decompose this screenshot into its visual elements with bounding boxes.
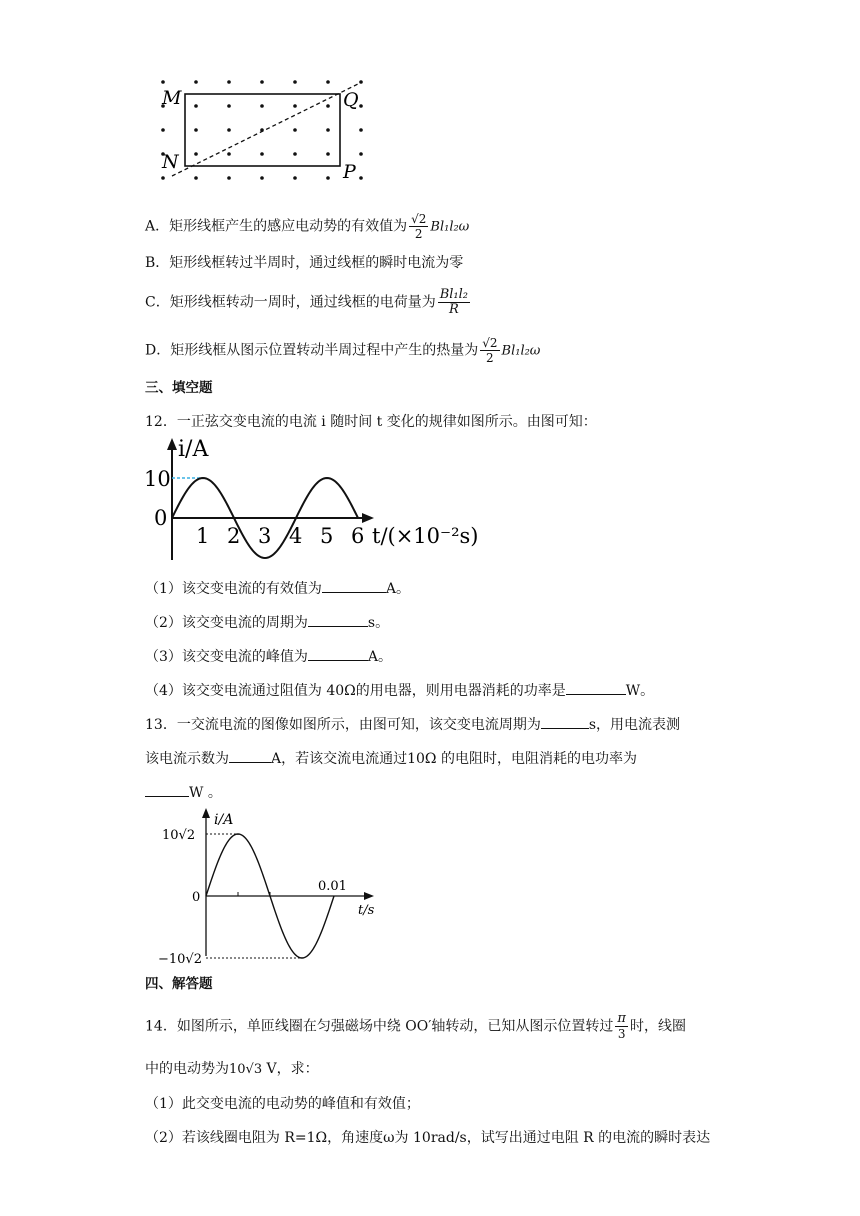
q14-line-1: [145, 1012, 686, 1041]
q13-text-2: s，用电流表测: [588, 717, 681, 733]
q14-text-3: 中的电动势为: [145, 1061, 229, 1077]
q12-item-4: [145, 680, 654, 701]
option-d-num: √2: [482, 336, 498, 350]
label-m: M: [162, 87, 182, 109]
field-dot: [326, 176, 330, 180]
x-tick-label: 5: [320, 524, 334, 548]
y-axis-label: i/A: [178, 437, 209, 462]
figure-rectangle-field: [150, 70, 380, 185]
q13-text-4: A，若该交流电流通过10Ω 的电阻时，电阻消耗的电功率为: [271, 751, 637, 767]
q12-item-2-text: （2）该交变电流的周期为: [145, 615, 308, 631]
q12-stem: 12．一正弦交变电流的电流 i 随时间 t 变化的规律如图所示。由图可知：: [145, 414, 597, 430]
q12-item-4-text: （4）该交变电流通过阻值为 40Ω的用电器，则用电器消耗的功率是: [145, 683, 566, 699]
q13-line-2: [145, 748, 637, 769]
q13-text-1: 13．一交流电流的图像如图所示，由图可知，该交变电流周期为: [145, 717, 541, 733]
y-axis-arrow: [167, 438, 177, 450]
x-axis-arrow: [364, 892, 374, 900]
field-dot: [194, 176, 198, 180]
label-q: Q: [343, 89, 359, 111]
option-d-expr: Bl₁l₂ω: [501, 343, 541, 359]
x-tick-label: 3: [258, 524, 272, 548]
field-dot: [260, 80, 264, 84]
field-dot: [260, 152, 264, 156]
x-tick-label: 0.01: [318, 879, 347, 894]
option-a-fraction: [409, 212, 428, 241]
field-dot: [161, 176, 165, 180]
field-dot: [293, 176, 297, 180]
field-dot: [359, 152, 363, 156]
field-dot: [326, 152, 330, 156]
option-a-num: √2: [411, 212, 427, 226]
option-d-den: 2: [486, 351, 494, 365]
field-dot: [227, 152, 231, 156]
field-dots: [161, 80, 363, 180]
field-dot: [194, 128, 198, 132]
q12-item-2: [145, 612, 389, 633]
q12-item-1-unit: A。: [385, 581, 411, 597]
field-dot: [293, 152, 297, 156]
q14-text-4: V，求：: [262, 1061, 319, 1077]
q13-text-5: W 。: [189, 785, 222, 801]
option-c-fraction: [438, 288, 470, 317]
option-c-text: C．矩形线框转动一周时，通过线框的电荷量为: [145, 294, 436, 311]
field-dot: [227, 104, 231, 108]
x-axis-arrow: [362, 513, 374, 523]
field-dot: [359, 128, 363, 132]
x-tick-label: 6: [351, 524, 365, 548]
y-axis-arrow: [202, 808, 210, 818]
section-fill-in: 三、填空题: [145, 380, 213, 396]
y-tick-label: 10: [144, 467, 171, 491]
field-dot: [227, 176, 231, 180]
q14-frac-num: π: [617, 1011, 626, 1026]
q12-item-3-text: （3）该交变电流的峰值为: [145, 649, 308, 665]
option-b-text: B．矩形线框转过半周时，通过线框的瞬时电流为零: [145, 255, 464, 271]
field-dot: [293, 104, 297, 108]
chart1-group: [144, 437, 479, 560]
q12-item-1-text: （1）该交变电流的有效值为: [145, 581, 322, 597]
q12-item-4-unit: W。: [625, 683, 655, 699]
diagonal-axis: [172, 82, 362, 176]
option-b: [145, 253, 463, 273]
option-a: [145, 212, 469, 241]
y-min-label: −10√2: [158, 952, 202, 967]
field-dot: [359, 104, 363, 108]
y-max-label: 10√2: [162, 828, 196, 843]
field-dot: [227, 128, 231, 132]
q12-blank-4[interactable]: [566, 680, 626, 695]
chart-sine-current: [140, 436, 479, 568]
q14-frac-den: 3: [617, 1027, 626, 1041]
q12-blank-2[interactable]: [308, 612, 368, 627]
option-d-fraction: [480, 336, 499, 365]
q13-blank-reading[interactable]: [229, 748, 271, 763]
origin-label: 0: [154, 506, 168, 530]
field-dot: [194, 80, 198, 84]
q14-sub-2: （2）若该线圈电阻为 R=1Ω，角速度ω为 10rad/s，试写出通过电阻 R 的电流的瞬时表达: [145, 1130, 711, 1146]
q14-text-2: 时，线圈: [629, 1018, 686, 1035]
option-d-text: D．矩形线框从图示位置转动半周过程中产生的热量为: [145, 342, 479, 359]
q12-blank-3[interactable]: [308, 646, 368, 661]
x-tick-label: 1: [196, 524, 210, 548]
field-dot: [194, 104, 198, 108]
section-answer: 四、解答题: [145, 976, 213, 992]
chart2-group: [158, 808, 375, 967]
x-axis-label: t/s: [358, 903, 375, 918]
field-dot: [161, 128, 165, 132]
q12-item-3-unit: A。: [367, 649, 393, 665]
y-axis-label: i/A: [214, 812, 234, 828]
option-a-expr: Bl₁l₂ω: [430, 219, 470, 235]
option-a-den: 2: [414, 227, 423, 241]
q14-text-1: 14．如图所示，单匝线圈在匀强磁场中绕 OO′轴转动，已知从图示位置转过: [145, 1018, 614, 1035]
label-n: N: [162, 151, 179, 173]
chart-ac-current: [158, 806, 388, 967]
q14-emf-value: 10√3: [229, 1062, 263, 1077]
q13-text-3: 该电流示数为: [145, 751, 229, 767]
field-dot: [161, 80, 165, 84]
option-c-num: Bl₁l₂: [439, 287, 469, 302]
option-a-text: A．矩形线框产生的感应电动势的有效值为: [145, 218, 408, 235]
field-dot: [260, 176, 264, 180]
q13-blank-power[interactable]: [145, 782, 189, 797]
field-dot: [359, 176, 363, 180]
option-c-den: R: [448, 302, 459, 317]
q12-item-3: [145, 646, 392, 667]
field-dot: [260, 104, 264, 108]
q14-sub-1: （1）此交变电流的电动势的峰值和有效值；: [145, 1096, 420, 1112]
option-c: [145, 288, 472, 317]
x-tick-label: 2: [227, 524, 241, 548]
field-dot: [293, 128, 297, 132]
q14-line-2: [145, 1059, 319, 1080]
origin-label: 0: [192, 890, 201, 905]
q13-blank-period[interactable]: [541, 714, 589, 729]
field-dot: [326, 104, 330, 108]
field-dot: [326, 128, 330, 132]
q12-item-1: [145, 578, 410, 599]
q12-blank-1[interactable]: [322, 578, 386, 593]
q14-fraction: [615, 1012, 628, 1041]
option-d: [145, 336, 540, 365]
label-p: P: [343, 161, 356, 183]
field-dot: [227, 80, 231, 84]
q13-line-1: [145, 714, 680, 735]
field-dot: [194, 152, 198, 156]
x-axis-label: t/(×10⁻²s): [372, 524, 479, 548]
field-dot: [293, 80, 297, 84]
q12-item-2-unit: s。: [367, 615, 390, 631]
x-tick-label: 4: [289, 524, 303, 548]
q13-line-3: [145, 782, 222, 803]
field-dot: [326, 80, 330, 84]
